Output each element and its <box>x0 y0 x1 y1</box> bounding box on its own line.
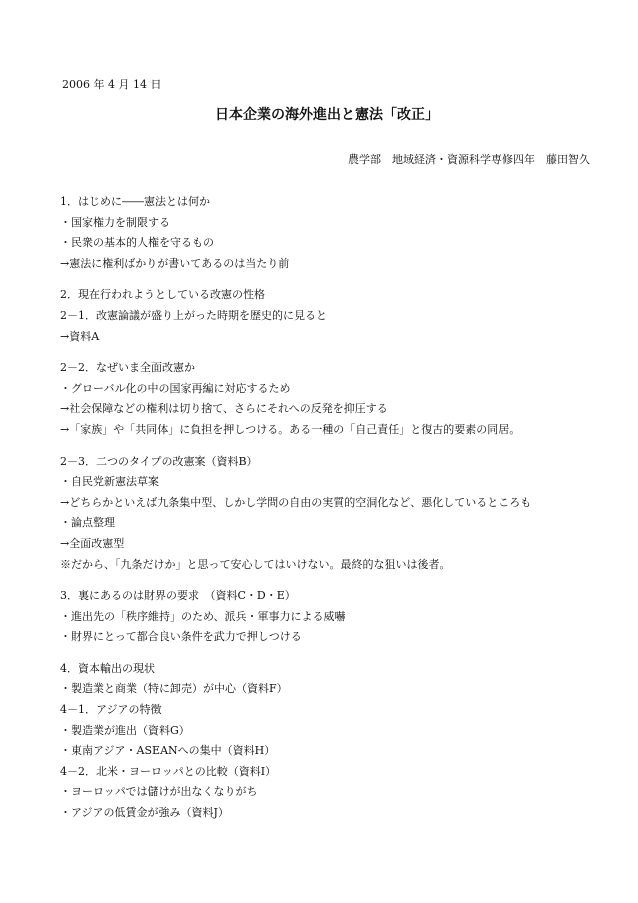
section-line: 4－1．アジアの特徴 <box>60 703 162 717</box>
section-line: ・アジアの低賃金が強み（資料J） <box>60 806 229 820</box>
section-line: 4－2．北米・ヨーロッパとの比較（資料I） <box>60 764 277 778</box>
section-heading: 2．現在行われようとしている改憲の性格 <box>60 288 265 302</box>
section-line: ・製造業が進出（資料G） <box>60 723 190 737</box>
document-section <box>60 452 600 576</box>
section-heading: 2－3．二つのタイプの改憲案（資料B） <box>60 454 258 468</box>
section-heading: 1．はじめに――憲法とは何か <box>60 195 210 208</box>
document-title: 日本企業の海外進出と憲法「改正」 <box>215 107 439 123</box>
section-line: ・東南アジア・ASEANへの集中（資料H） <box>60 744 276 758</box>
document-section <box>60 358 600 440</box>
section-heading: 2－2．なぜいま全面改憲か <box>60 361 195 375</box>
section-heading: 3．裏にあるのは財界の要求 （資料C・D・E） <box>60 589 296 603</box>
section-line: →どちらかといえば九条集中型、しかし学問の自由の実質的空洞化など、悪化しているところも <box>60 495 532 509</box>
section-line: →「家族」や「共同体」に負担を押しつける。ある一種の「自己責任」と復古的要素の同居。 <box>60 422 521 436</box>
section-line: ・財界にとって都合良い条件を武力で押しつける <box>60 630 302 644</box>
section-line: ※だから、「九条だけか」と思って安心してはいけない。最終的な狙いは後者。 <box>60 557 451 571</box>
section-gap <box>60 648 600 659</box>
document-section <box>60 285 600 347</box>
document-section <box>60 586 600 648</box>
section-line: ・自民党新憲法草案 <box>60 475 159 489</box>
document-author: 農学部 地域経済・資源科学専修四年 藤田智久 <box>348 153 590 166</box>
section-gap <box>60 347 600 358</box>
section-line: →憲法に権利ばかりが書いてあるのは当たり前 <box>60 256 290 270</box>
section-gap <box>60 575 600 586</box>
document-date: 2006 年 4 月 14 日 <box>62 78 162 91</box>
section-line: →全面改憲型 <box>60 536 125 550</box>
section-line: 2－1．改憲論議が盛り上がった時期を歴史的に見ると <box>60 308 327 322</box>
section-line: ・国家権力を制限する <box>60 215 170 229</box>
document-body <box>60 192 600 824</box>
section-heading: 4．資本輸出の現状 <box>60 661 155 675</box>
section-gap <box>60 441 600 452</box>
section-line: →社会保障などの権利は切り捨て、さらにそれへの反発を抑圧する <box>60 402 388 416</box>
section-line: ・ヨーロッパでは儲けが出なくなりがち <box>60 785 258 799</box>
section-line: ・グローバル化の中の国家再編に対応するため <box>60 381 291 395</box>
section-line: ・民衆の基本的人権を守るもの <box>60 236 214 250</box>
section-line: ・進出先の「秩序維持」のため、派兵・軍事力による威嚇 <box>60 609 346 623</box>
section-line: ・論点整理 <box>60 516 115 530</box>
document-section <box>60 192 600 274</box>
document-section <box>60 659 600 824</box>
section-line: →資料A <box>60 329 100 343</box>
section-gap <box>60 274 600 285</box>
section-line: ・製造業と商業（特に卸売）が中心（資料F） <box>60 682 288 696</box>
